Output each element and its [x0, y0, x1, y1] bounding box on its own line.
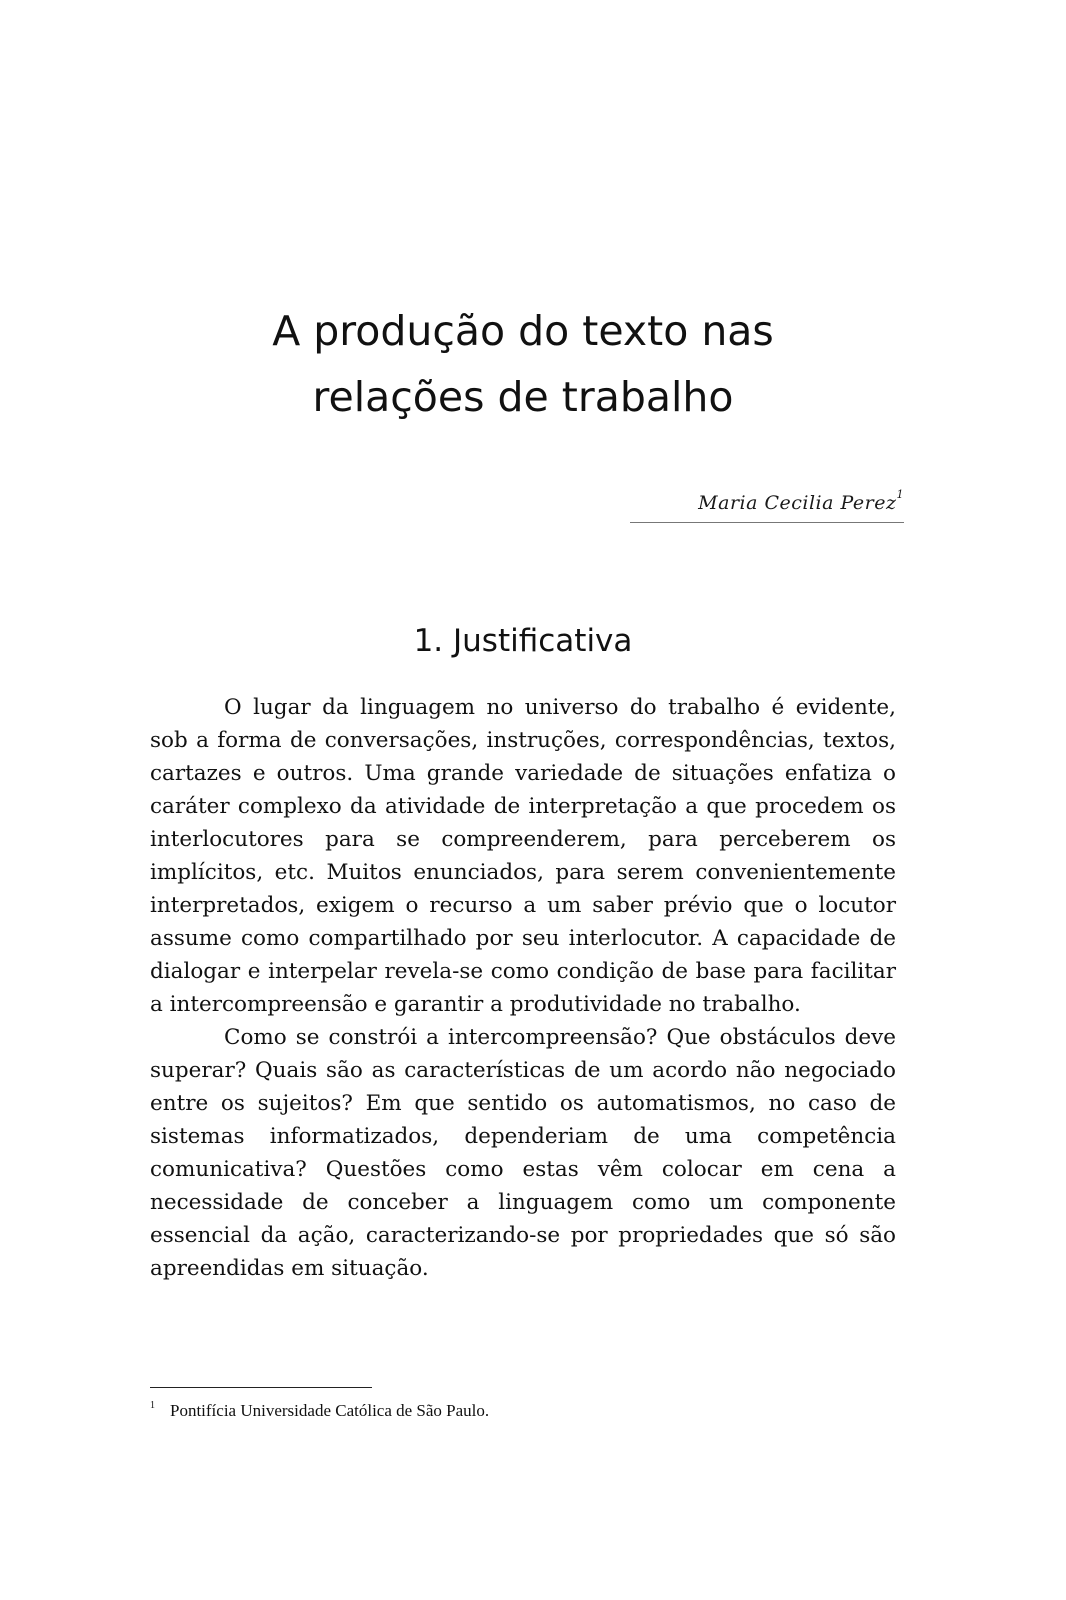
- paragraph-2: Como se constrói a intercompreensão? Que obstáculos deve superar? Quais são as características de um acordo não negociado entre os sujeitos? Em que sentido os automatismos, no caso de sistemas informatizados, dependeriam de uma competência comunicativa? Questões como estas vêm colocar em cena a necessidade de conceber a linguagem como um componente essencial da ação, caracterizando-se por propriedades que só são apreendidas em situação.: [150, 1025, 896, 1281]
- chapter-title-line-2: relações de trabalho: [312, 373, 734, 421]
- footnote-text: Pontifícia Universidade Católica de São Paulo.: [170, 1401, 490, 1420]
- paragraph-1: O lugar da linguagem no universo do trabalho é evidente, sob a forma de conversações, instruções, correspondências, textos, cartazes e outros. Uma grande variedade de situações enfatiza o caráter complexo da atividade de interpretação a que procedem os interlocutores para se compreenderem, para perceberem os implícitos, etc. Muitos enunciados, para serem convenientemente interpretados, exigem o recurso a um saber prévio que o locutor assume como compartilhado por seu interlocutor. A capacidade de dialogar e interpelar revela-se como condição de base para facilitar a intercompreensão e garantir a produtividade no trabalho.: [150, 695, 896, 1017]
- body-text: [150, 691, 896, 1285]
- author-byline: [630, 488, 904, 523]
- footnote-mark: 1: [150, 1400, 155, 1411]
- author-name: Maria Cecilia Perez: [698, 492, 897, 514]
- author-footnote-ref[interactable]: 1: [896, 488, 904, 501]
- section-heading: 1. Justificativa: [413, 623, 633, 659]
- chapter-title-line-1: A produção do texto nas: [272, 307, 774, 355]
- chapter-title: [150, 298, 896, 430]
- footnote-divider: [150, 1387, 372, 1388]
- footnote: [150, 1398, 896, 1424]
